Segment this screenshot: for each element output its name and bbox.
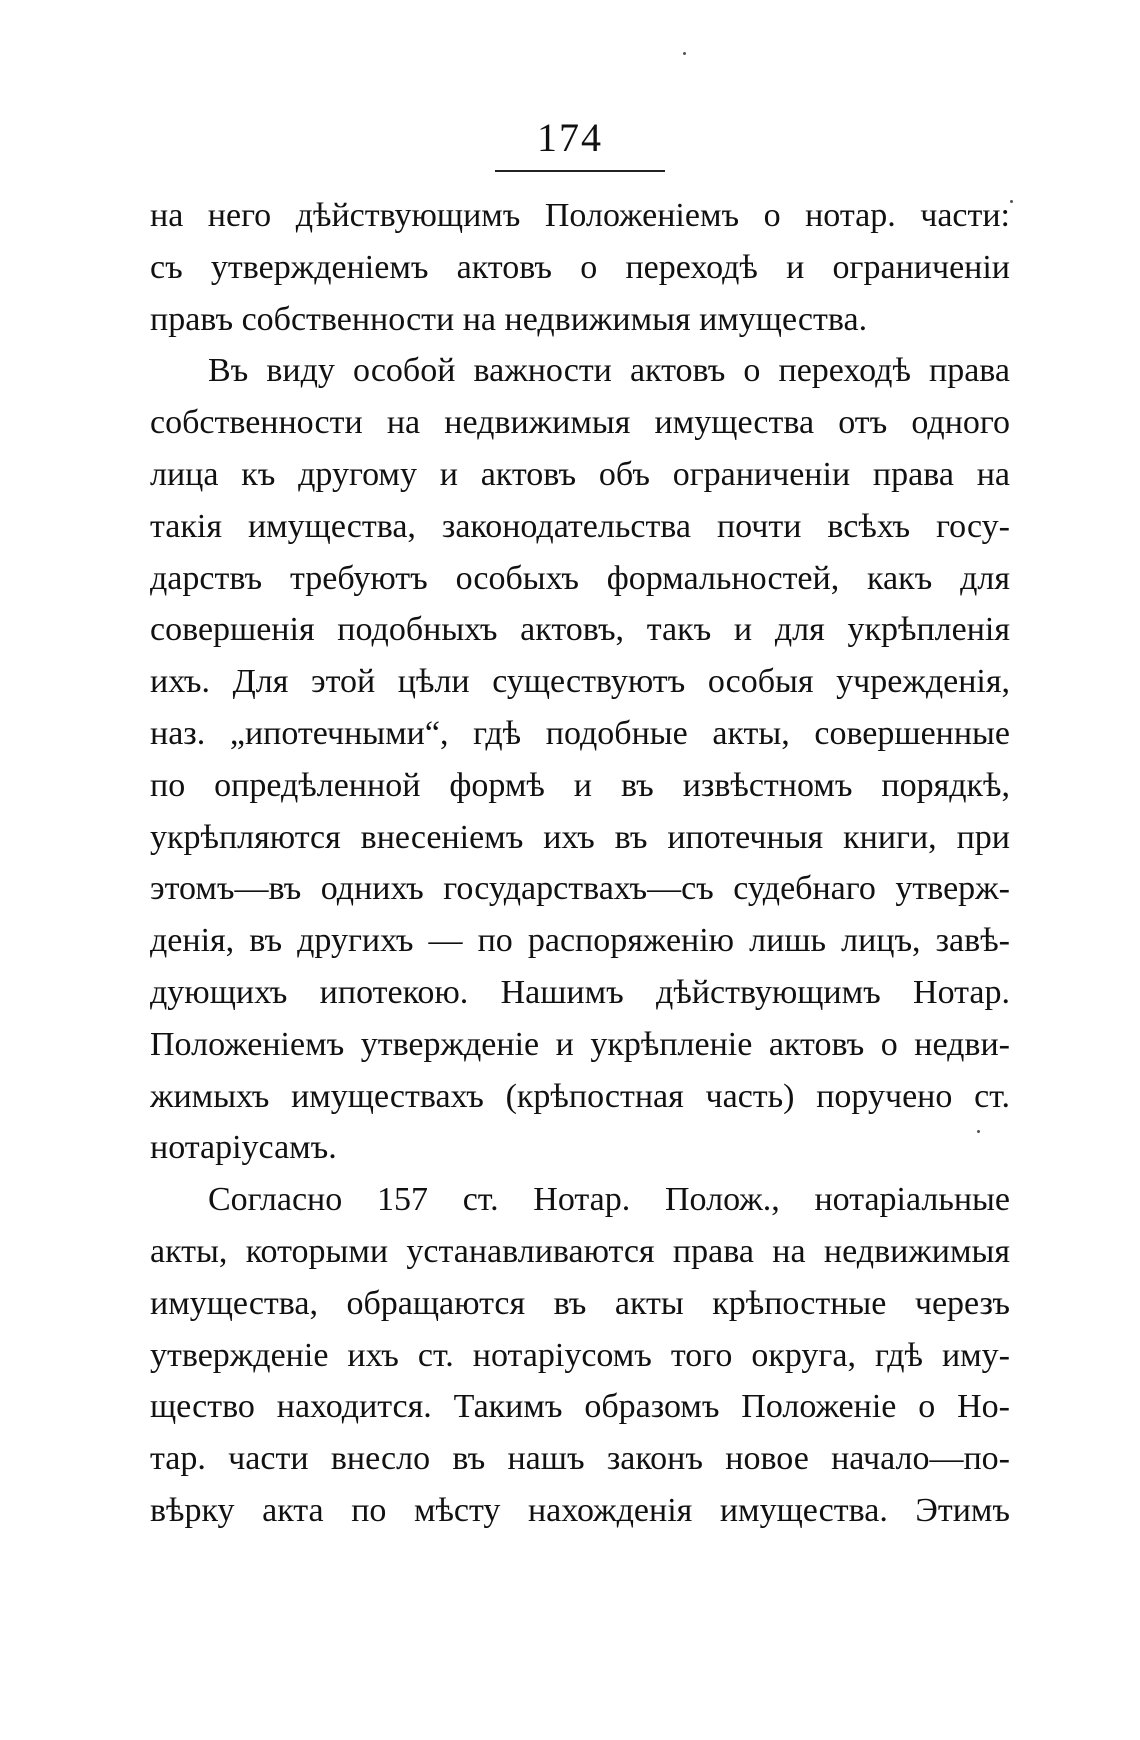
text-line: Положеніемъ утвержденіе и укрѣпленіе актовъ о недви- xyxy=(150,1025,1010,1063)
text-line: наз. „ипотечными“, гдѣ подобные акты, совершенные xyxy=(150,714,1010,752)
text-line: нотаріусамъ. xyxy=(150,1129,337,1167)
text-line: жимыхъ имуществахъ (крѣпостная часть) поручено ст. xyxy=(150,1077,1010,1115)
paragraph-1 xyxy=(150,190,1010,345)
text-line: дующихъ ипотекою. Нашимъ дѣйствующимъ Нотар. xyxy=(150,973,1010,1011)
text-line: лица къ другому и актовъ объ ограниченіи права на xyxy=(150,455,1010,493)
text-line: утвержденіе ихъ ст. нотаріусомъ того округа, гдѣ иму- xyxy=(150,1336,1010,1374)
text-line: тар. части внесло въ нашъ законъ новое начало—по- xyxy=(150,1440,1010,1478)
scan-speck xyxy=(1010,200,1013,203)
page-number: 174 xyxy=(537,115,603,160)
text-line: совершенія подобныхъ актовъ, такъ и для укрѣпленія xyxy=(150,611,1010,649)
paragraph-3 xyxy=(150,1174,1010,1537)
text-line: этомъ—въ однихъ государствахъ—съ судебнаго утверж- xyxy=(150,870,1010,908)
text-line: съ утвержденіемъ актовъ о переходѣ и ограниченіи xyxy=(150,248,1010,286)
scan-speck xyxy=(683,52,686,55)
text-line: имущества, обращаются въ акты крѣпостные черезъ xyxy=(150,1284,1010,1322)
text-line: Согласно 157 ст. Нотар. Полож., нотаріальные xyxy=(208,1181,1010,1219)
text-line: ихъ. Для этой цѣли существуютъ особыя учрежденія, xyxy=(150,663,1010,701)
paragraph-2 xyxy=(150,345,1010,1174)
text-line: такія имущества, законодательства почти всѣхъ госу- xyxy=(150,507,1010,545)
body-text xyxy=(150,190,1010,1537)
text-line: щество находится. Такимъ образомъ Положеніе о Но- xyxy=(150,1388,1010,1426)
text-line: по опредѣленной формѣ и въ извѣстномъ порядкѣ, xyxy=(150,766,1010,804)
text-line: Въ виду особой важности актовъ о переходѣ права xyxy=(208,352,1010,390)
text-line: вѣрку акта по мѣсту нахожденія имущества. Этимъ xyxy=(150,1491,1010,1529)
text-line: правъ собственности на недвижимыя имущества. xyxy=(150,300,868,338)
text-line: на него дѣйствующимъ Положеніемъ о нотар. части: xyxy=(150,197,1010,234)
text-line: дарствъ требуютъ особыхъ формальностей, какъ для xyxy=(150,559,1010,597)
page-header xyxy=(0,115,1140,160)
text-line: собственности на недвижимыя имущества отъ одного xyxy=(150,404,1010,442)
text-line: укрѣпляются внесеніемъ ихъ въ ипотечныя книги, при xyxy=(150,818,1010,856)
text-line: денія, въ другихъ — по распоряженію лишь лицъ, завѣ- xyxy=(150,922,1010,960)
header-rule xyxy=(495,170,665,172)
text-line: акты, которыми устанавливаются права на недвижимыя xyxy=(150,1232,1010,1270)
